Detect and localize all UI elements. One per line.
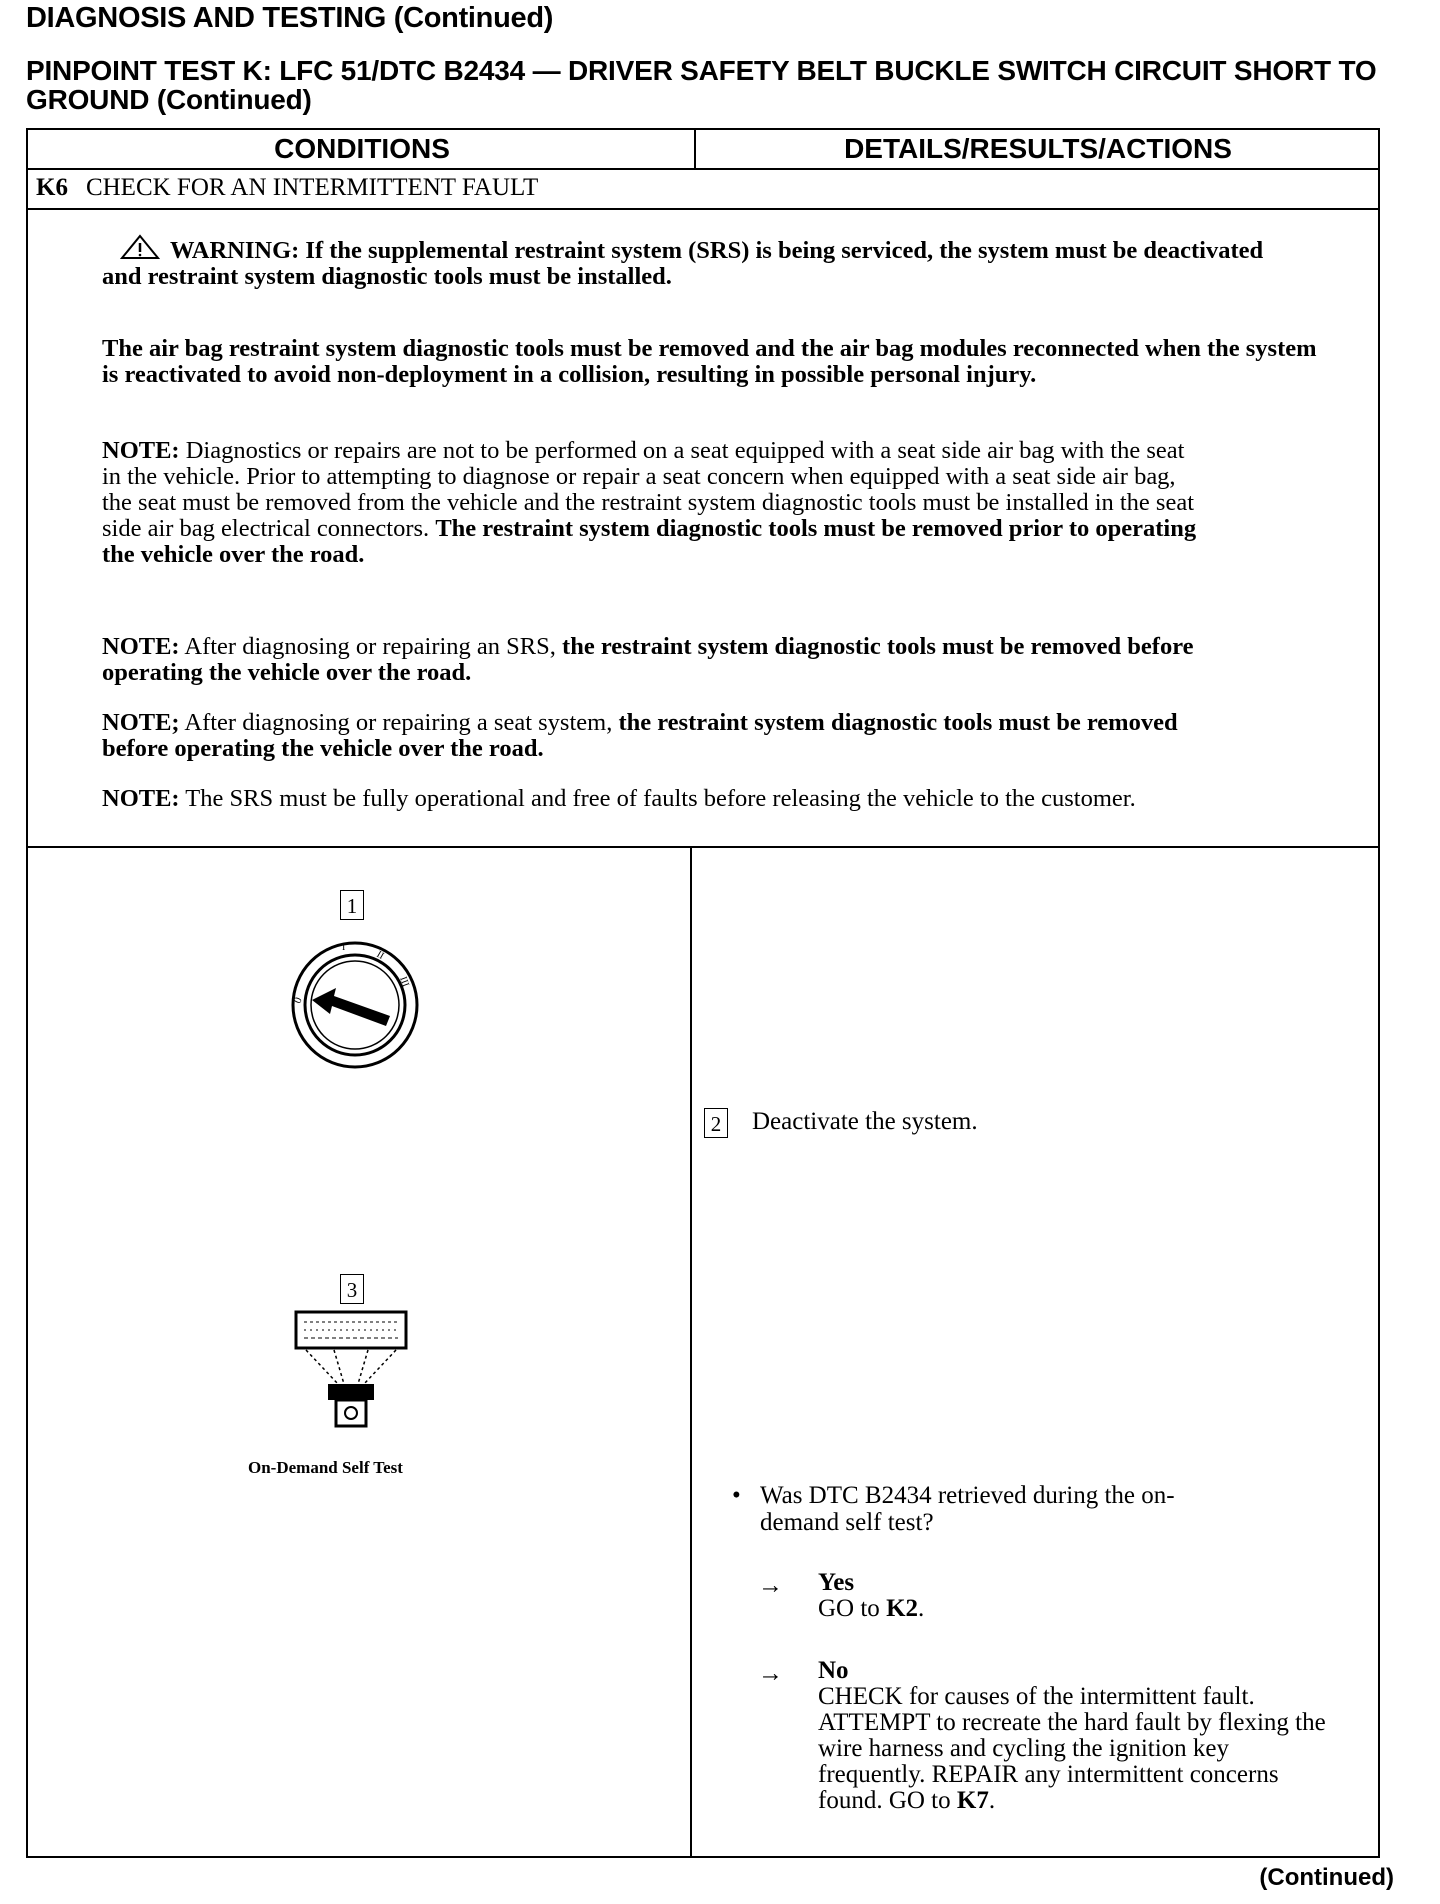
note-4	[102, 786, 1202, 812]
table-rule	[28, 846, 1378, 848]
figure-3-caption: On-Demand Self Test	[248, 1458, 403, 1477]
note-label: NOTE:	[102, 633, 180, 660]
note-text: After diagnosing or repairing a seat system,	[184, 709, 613, 736]
step-title: CHECK FOR AN INTERMITTENT FAULT	[85, 174, 539, 201]
note-emphasis: The restraint system diagnostic tools must be removed prior to operating the vehicle over the road.	[102, 515, 1197, 568]
note-text: Diagnostics or repairs are not to be performed on a seat equipped with a seat side air bag with the seat in the vehicle. Prior to attempting to diagnose or repair a seat concern when equipped with a seat side air bag, the seat must be removed from the vehicle and the restraint system diagnostic tools must be installed in the seat side air bag electrical connectors.	[102, 437, 1195, 542]
note-text: The SRS must be fully operational and free of faults before releasing the vehicle to the customer.	[185, 785, 1136, 812]
note-emphasis: the restraint system diagnostic tools must be removed before operating the vehicle over the road.	[102, 633, 1194, 686]
section-title: DIAGNOSIS AND TESTING (Continued)	[26, 2, 554, 34]
bullet-icon: •	[732, 1482, 741, 1509]
table-rule	[28, 208, 1378, 210]
response-yes	[818, 1570, 1338, 1622]
note-2	[102, 634, 1202, 686]
note-text: After diagnosing or repairing an SRS,	[184, 633, 556, 660]
no-label: No	[818, 1657, 849, 1684]
arrow-right-icon: →	[758, 1572, 783, 1599]
note-label: NOTE;	[102, 709, 180, 736]
column-divider	[690, 846, 692, 1856]
question-text: Was DTC B2434 retrieved during the on-demand self test?	[760, 1482, 1175, 1536]
switch-mark-1: I	[342, 942, 346, 953]
step-id: K6	[36, 174, 68, 201]
yes-action: GO to K2.	[818, 1595, 925, 1622]
step-title-row	[36, 174, 538, 202]
no-target-step: K7	[956, 1787, 989, 1814]
note-label: NOTE:	[102, 437, 180, 464]
warning-block	[102, 234, 1282, 290]
warning-lead-text: WARNING: If the supplemental restraint system (SRS) is being serviced, the system must be deactivated and restraint system diagnostic tools must be installed.	[102, 237, 1264, 290]
note-3	[102, 710, 1202, 762]
pinpoint-test-title: PINPOINT TEST K: LFC 51/DTC B2434 — DRIVER SAFETY BELT BUCKLE SWITCH CIRCUIT SHORT TO GROUND (Continued)	[26, 55, 1377, 115]
continued-label: (Continued)	[1259, 1864, 1394, 1891]
ignition-switch-icon	[280, 930, 430, 1080]
figure-3-number: 3	[340, 1274, 364, 1304]
note-label: NOTE:	[102, 785, 180, 812]
switch-mark-3: III	[397, 975, 411, 989]
action-step-2	[704, 1108, 978, 1138]
note-1	[102, 438, 1202, 568]
pinpoint-test-table	[26, 128, 1380, 1858]
warning-triangle-icon	[120, 234, 160, 260]
switch-mark-0: 0	[291, 995, 305, 1006]
column-header-conditions: CONDITIONS	[274, 133, 450, 164]
warning-body-text: The air bag restraint system diagnostic tools must be removed and the air bag modules reconnected when the system is reactivated to avoid non-deployment in a collision, resulting in possible personal injury.	[102, 335, 1317, 388]
step-2-text: Deactivate the system.	[752, 1108, 978, 1135]
column-header-details: DETAILS/RESULTS/ACTIONS	[844, 133, 1232, 164]
figure-1-number: 1	[340, 890, 364, 920]
response-no	[818, 1658, 1338, 1814]
yes-target-step: K2	[886, 1595, 919, 1622]
arrow-right-icon: →	[758, 1660, 783, 1687]
table-rule	[28, 168, 1378, 170]
step-2-number: 2	[704, 1108, 728, 1138]
switch-mark-2: II	[374, 949, 386, 962]
yes-label: Yes	[818, 1569, 855, 1596]
diagnostic-question	[732, 1482, 1220, 1536]
no-action: CHECK for causes of the intermittent fault. ATTEMPT to recreate the hard fault by flexing the wire harness and cycling the ignition key frequently. REPAIR any intermittent concerns found. GO to K7.	[818, 1683, 1326, 1814]
header-divider	[694, 130, 696, 168]
diagnostic-tool-icon	[286, 1310, 416, 1440]
note-emphasis: the restraint system diagnostic tools must be removed before operating the vehicle over the road.	[102, 709, 1178, 762]
